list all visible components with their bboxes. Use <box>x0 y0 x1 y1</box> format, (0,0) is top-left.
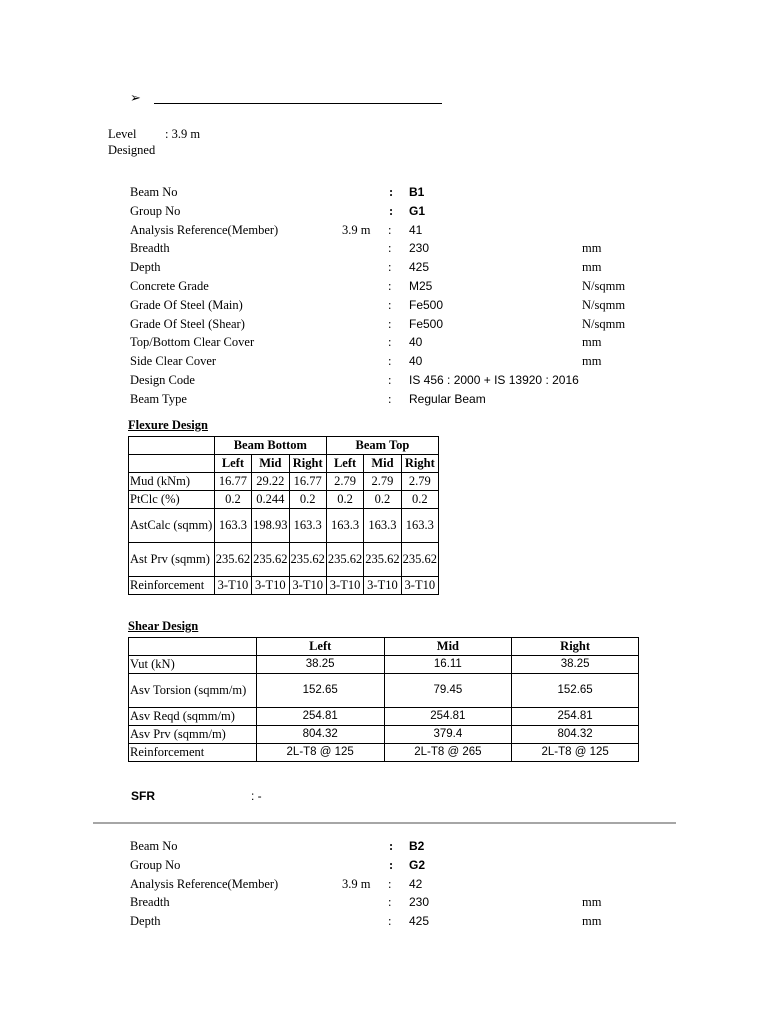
table-row <box>129 543 439 577</box>
table-cell: 2.79 <box>364 473 401 491</box>
property-unit: mm <box>582 335 602 350</box>
property-value: Fe500 <box>409 297 444 312</box>
shear-header-empty <box>129 638 257 656</box>
property-unit: mm <box>582 354 602 369</box>
table-row <box>129 674 639 708</box>
table-cell: 2.79 <box>326 473 363 491</box>
bullet-arrow-icon: ➢ <box>130 90 141 105</box>
level-label: Level <box>108 127 137 141</box>
property-row <box>0 298 768 316</box>
property-colon: : <box>389 839 394 853</box>
row-label: Reinforcement <box>129 577 215 595</box>
table-cell: 235.62 <box>326 543 363 577</box>
table-cell: 804.32 <box>256 726 384 744</box>
property-label: Breadth <box>130 895 170 910</box>
property-label: Group No <box>130 857 181 872</box>
flexure-design-table <box>128 436 439 595</box>
property-label: Top/Bottom Clear Cover <box>130 335 255 350</box>
table-cell: 79.45 <box>384 674 512 708</box>
property-value: 425 <box>409 914 430 929</box>
property-value: 40 <box>409 335 423 350</box>
property-label: Analysis Reference(Member) <box>130 876 279 891</box>
table-cell: 379.4 <box>384 726 512 744</box>
property-colon: : <box>388 354 392 369</box>
row-label: Asv Reqd (sqmm/m) <box>129 708 257 726</box>
table-cell: 163.3 <box>401 509 438 543</box>
property-colon: : <box>388 391 392 406</box>
property-value: IS 456 : 2000 + IS 13920 : 2016 <box>409 373 579 387</box>
property-label: Beam No <box>130 839 178 853</box>
property-value: Regular Beam <box>409 391 486 406</box>
property-value: Fe500 <box>409 316 444 331</box>
flexure-subheader: Right <box>289 455 326 473</box>
property-row <box>0 241 768 259</box>
row-label: Asv Torsion (sqmm/m) <box>129 674 257 708</box>
property-row <box>0 279 768 297</box>
property-value: G2 <box>409 857 426 872</box>
table-cell: 3-T10 <box>252 577 289 595</box>
property-row <box>0 895 768 913</box>
table-cell: 152.65 <box>256 674 384 708</box>
property-row <box>0 373 768 391</box>
shear-design-table <box>128 637 639 762</box>
flexure-subheader: Mid <box>364 455 401 473</box>
property-label: Depth <box>130 260 161 275</box>
property-label: Grade Of Steel (Shear) <box>130 316 245 331</box>
property-label: Beam No <box>130 185 178 199</box>
table-row <box>129 491 439 509</box>
property-colon: : <box>389 203 394 218</box>
sfr-value: : - <box>251 789 262 803</box>
property-row <box>0 335 768 353</box>
property-colon: : <box>388 373 392 387</box>
table-cell: 163.3 <box>214 509 251 543</box>
property-label: Depth <box>130 914 161 929</box>
flexure-header-empty <box>129 437 215 455</box>
property-label: Beam Type <box>130 391 187 406</box>
property-colon: : <box>388 297 392 312</box>
row-label: Asv Prv (sqmm/m) <box>129 726 257 744</box>
property-reference: 3.9 m <box>342 876 371 891</box>
property-label: Group No <box>130 203 181 218</box>
shear-design-title: Shear Design <box>128 619 199 633</box>
flexure-subheader: Right <box>401 455 438 473</box>
property-label: Grade Of Steel (Main) <box>130 297 243 312</box>
flexure-subheader: Mid <box>252 455 289 473</box>
table-cell: 0.2 <box>289 491 326 509</box>
flexure-subheader: Left <box>326 455 363 473</box>
table-row <box>129 656 639 674</box>
row-label: Ast Prv (sqmm) <box>129 543 215 577</box>
property-unit: mm <box>582 260 602 275</box>
row-label: PtClc (%) <box>129 491 215 509</box>
table-cell: 198.93 <box>252 509 289 543</box>
table-cell: 16.77 <box>289 473 326 491</box>
shear-header-mid: Mid <box>384 638 512 656</box>
table-cell: 235.62 <box>252 543 289 577</box>
property-unit: N/sqmm <box>582 297 626 312</box>
table-cell: 3-T10 <box>364 577 401 595</box>
property-unit: mm <box>582 914 602 929</box>
table-cell: 38.25 <box>512 656 639 674</box>
table-cell: 0.2 <box>214 491 251 509</box>
flexure-header-beam-top: Beam Top <box>326 437 438 455</box>
flexure-subheader: Left <box>214 455 251 473</box>
property-row <box>0 858 768 876</box>
table-cell: 3-T10 <box>326 577 363 595</box>
property-label: Side Clear Cover <box>130 354 217 369</box>
table-cell: 3-T10 <box>214 577 251 595</box>
property-value: 425 <box>409 260 430 275</box>
property-colon: : <box>389 185 394 199</box>
property-value: 42 <box>409 876 423 891</box>
property-colon: : <box>388 222 392 237</box>
flexure-design-title: Flexure Design <box>128 418 208 432</box>
row-label: AstCalc (sqmm) <box>129 509 215 543</box>
table-cell: 0.244 <box>252 491 289 509</box>
property-colon: : <box>388 335 392 350</box>
row-label: Reinforcement <box>129 744 257 762</box>
row-label: Mud (kNm) <box>129 473 215 491</box>
property-value: M25 <box>409 279 433 293</box>
property-value: B2 <box>409 839 425 853</box>
property-colon: : <box>388 279 392 293</box>
table-cell: 29.22 <box>252 473 289 491</box>
table-cell: 2.79 <box>401 473 438 491</box>
property-value: G1 <box>409 203 426 218</box>
table-row <box>129 744 639 762</box>
table-cell: 3-T10 <box>289 577 326 595</box>
heading-underline <box>154 103 442 104</box>
table-cell: 3-T10 <box>401 577 438 595</box>
table-cell: 235.62 <box>289 543 326 577</box>
property-row <box>0 317 768 335</box>
property-row <box>0 839 768 857</box>
row-label: Vut (kN) <box>129 656 257 674</box>
shear-header-left: Left <box>256 638 384 656</box>
table-cell: 16.77 <box>214 473 251 491</box>
property-row <box>0 223 768 241</box>
table-row <box>129 726 639 744</box>
property-label: Design Code <box>130 373 195 387</box>
table-cell: 235.62 <box>214 543 251 577</box>
table-cell: 38.25 <box>256 656 384 674</box>
property-row <box>0 914 768 932</box>
property-value: 230 <box>409 895 430 910</box>
shear-header-right: Right <box>512 638 639 656</box>
table-cell: 0.2 <box>364 491 401 509</box>
property-colon: : <box>389 857 394 872</box>
flexure-subheader-empty <box>129 455 215 473</box>
designed-label: Designed <box>108 143 156 157</box>
section-divider <box>93 822 676 824</box>
table-row <box>129 577 439 595</box>
property-colon: : <box>388 895 392 910</box>
table-cell: 2L-T8 @ 125 <box>256 744 384 762</box>
property-reference: 3.9 m <box>342 222 371 237</box>
level-value: : 3.9 m <box>165 127 201 141</box>
property-value: 41 <box>409 222 423 237</box>
property-row <box>0 392 768 410</box>
property-row <box>0 204 768 222</box>
property-label: Breadth <box>130 241 170 256</box>
property-row <box>0 185 768 203</box>
table-cell: 254.81 <box>384 708 512 726</box>
property-unit: mm <box>582 241 602 256</box>
table-cell: 254.81 <box>512 708 639 726</box>
property-colon: : <box>388 876 392 891</box>
property-colon: : <box>388 914 392 929</box>
table-cell: 163.3 <box>326 509 363 543</box>
table-cell: 0.2 <box>326 491 363 509</box>
table-cell: 235.62 <box>364 543 401 577</box>
property-row <box>0 877 768 895</box>
table-cell: 254.81 <box>256 708 384 726</box>
property-unit: N/sqmm <box>582 316 626 331</box>
table-cell: 163.3 <box>364 509 401 543</box>
sfr-label: SFR <box>131 789 155 803</box>
property-label: Concrete Grade <box>130 279 209 293</box>
flexure-header-beam-bottom: Beam Bottom <box>214 437 326 455</box>
property-colon: : <box>388 316 392 331</box>
property-colon: : <box>388 260 392 275</box>
property-value: B1 <box>409 185 425 199</box>
property-unit: N/sqmm <box>582 279 626 293</box>
property-row <box>0 260 768 278</box>
table-cell: 235.62 <box>401 543 438 577</box>
property-label: Analysis Reference(Member) <box>130 222 279 237</box>
property-value: 40 <box>409 354 423 369</box>
property-colon: : <box>388 241 392 256</box>
property-unit: mm <box>582 895 602 910</box>
table-row <box>129 708 639 726</box>
table-row <box>129 473 439 491</box>
table-cell: 2L-T8 @ 265 <box>384 744 512 762</box>
table-cell: 16.11 <box>384 656 512 674</box>
table-row <box>129 509 439 543</box>
property-value: 230 <box>409 241 430 256</box>
table-cell: 163.3 <box>289 509 326 543</box>
table-cell: 152.65 <box>512 674 639 708</box>
table-cell: 0.2 <box>401 491 438 509</box>
property-row <box>0 354 768 372</box>
table-cell: 804.32 <box>512 726 639 744</box>
table-cell: 2L-T8 @ 125 <box>512 744 639 762</box>
